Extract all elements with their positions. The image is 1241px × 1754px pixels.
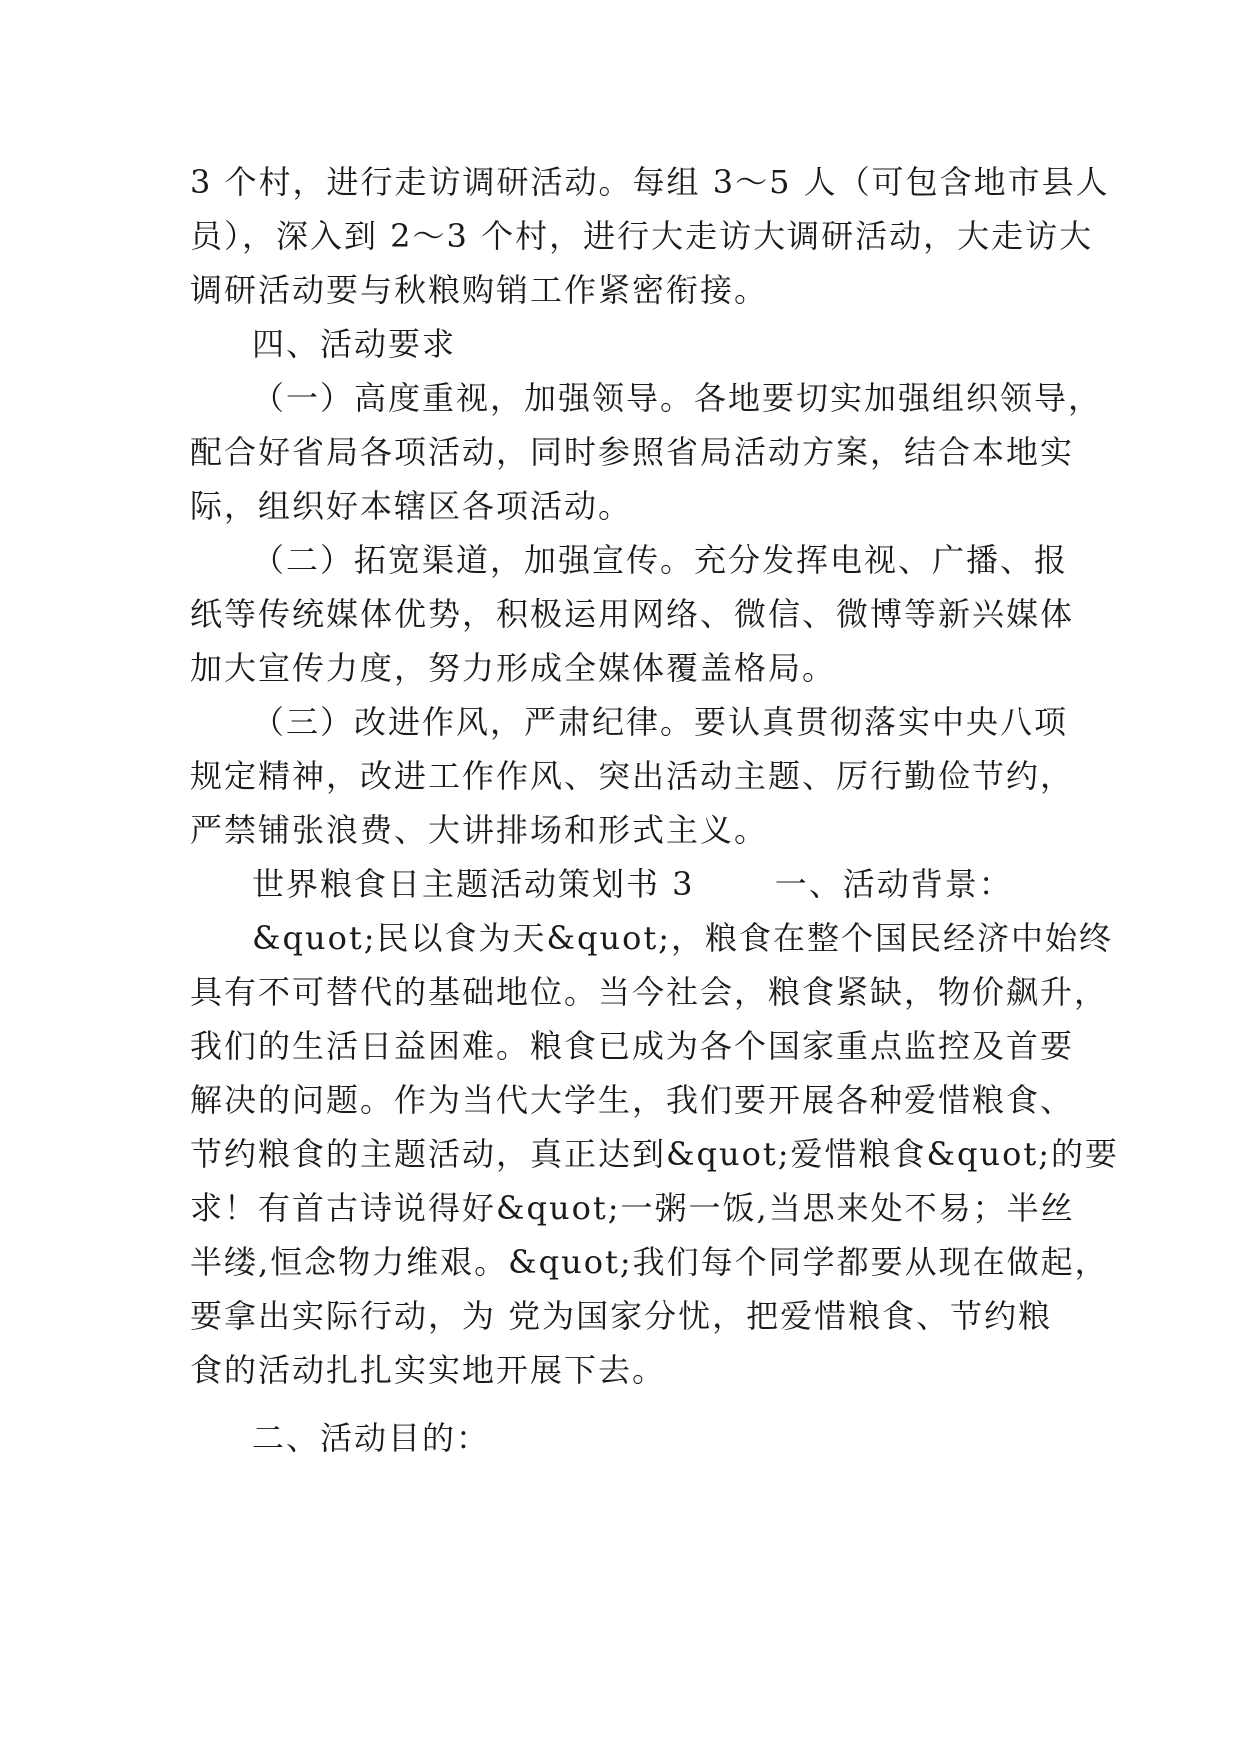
text-line: 二、活动目的： bbox=[252, 1419, 491, 1457]
text-line: 3 个村，进行走访调研活动。每组 3～5 人（可包含地市县人 bbox=[190, 163, 1110, 201]
text-line: 食的活动扎扎实实地开展下去。 bbox=[190, 1351, 667, 1389]
section-title-plan-3 bbox=[190, 857, 1060, 911]
text-line: （一）高度重视，加强领导。各地要切实加强组织领导， bbox=[252, 379, 1103, 417]
document-body bbox=[190, 155, 1119, 1465]
section-heading-purpose bbox=[190, 1411, 1060, 1465]
paragraph-item-3 bbox=[190, 695, 1075, 857]
text-line: &quot;民以食为天&quot;，粮食在整个国民经济中始终 bbox=[252, 919, 1113, 957]
text-line: （三）改进作风，严肃纪律。要认真贯彻落实中央八项 bbox=[252, 703, 1069, 741]
text-line: 纸等传统媒体优势，积极运用网络、微信、微博等新兴媒体 bbox=[190, 595, 1075, 633]
text-line: 严禁铺张浪费、大讲排场和形式主义。 bbox=[190, 811, 769, 849]
text-line: 四、活动要求 bbox=[252, 325, 457, 363]
paragraph-item-2 bbox=[190, 533, 1075, 695]
paragraph-item-1 bbox=[190, 371, 1103, 533]
paragraph-continuation bbox=[190, 155, 1110, 317]
paragraph-background bbox=[190, 911, 1119, 1397]
text-line: 员），深入到 2～3 个村，进行大走访大调研活动，大走访大 bbox=[190, 217, 1094, 255]
text-line: 节约粮食的主题活动，真正达到&quot;爱惜粮食&quot;的要 bbox=[190, 1135, 1119, 1173]
text-line: 解决的问题。作为当代大学生，我们要开展各种爱惜粮食、 bbox=[190, 1081, 1075, 1119]
text-line: 求！有首古诗说得好&quot;一粥一饭,当思来处不易；半丝 bbox=[190, 1189, 1075, 1227]
text-line: （二）拓宽渠道，加强宣传。充分发挥电视、广播、报 bbox=[252, 541, 1069, 579]
section-heading-requirements bbox=[190, 317, 1060, 371]
text-line: 规定精神，改进工作作风、突出活动主题、厉行勤俭节约， bbox=[190, 757, 1075, 795]
text-line: 配合好省局各项活动，同时参照省局活动方案，结合本地实 bbox=[190, 433, 1075, 471]
text-line: 世界粮食日主题活动策划书 3 一、活动背景： bbox=[252, 865, 1013, 903]
text-line: 我们的生活日益困难。粮食已成为各个国家重点监控及首要 bbox=[190, 1027, 1075, 1065]
text-line: 调研活动要与秋粮购销工作紧密衔接。 bbox=[190, 271, 769, 309]
text-line: 半缕,恒念物力维艰。&quot;我们每个同学都要从现在做起， bbox=[190, 1243, 1109, 1281]
text-line: 加大宣传力度，努力形成全媒体覆盖格局。 bbox=[190, 649, 837, 687]
text-line: 要拿出实际行动，为 党为国家分忧，把爱惜粮食、节约粮 bbox=[190, 1297, 1053, 1335]
text-line: 具有不可替代的基础地位。当今社会，粮食紧缺，物价飙升， bbox=[190, 973, 1109, 1011]
text-line: 际，组织好本辖区各项活动。 bbox=[190, 487, 633, 525]
